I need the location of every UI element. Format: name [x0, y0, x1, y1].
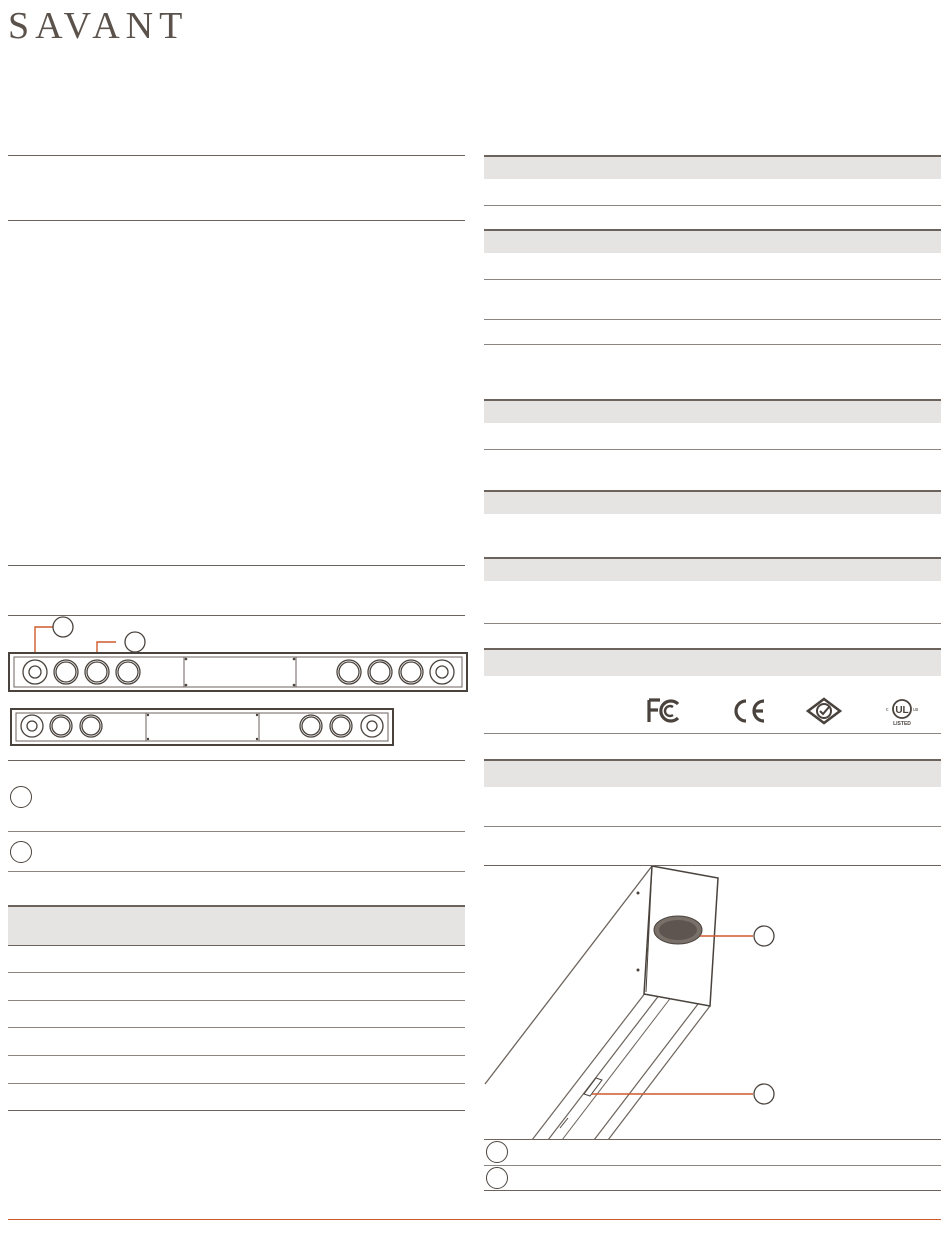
table-row — [8, 945, 465, 946]
right-rule — [484, 1139, 941, 1140]
ce-mark — [730, 699, 768, 723]
table-row — [8, 1055, 465, 1056]
table-row — [8, 972, 465, 973]
right-rule — [484, 279, 941, 280]
right-rule — [484, 733, 941, 734]
right-rule — [484, 826, 941, 827]
svg-text:c: c — [886, 707, 889, 713]
left-rule-7 — [8, 871, 465, 872]
left-table-header — [8, 905, 465, 945]
section-header-band — [484, 648, 941, 676]
right-rule — [484, 205, 941, 206]
callout-marker — [10, 841, 32, 863]
right-rule — [484, 623, 941, 624]
section-header-band — [484, 557, 941, 581]
right-rule — [484, 344, 941, 345]
fcc-mark — [646, 698, 682, 724]
section-header-band — [484, 399, 941, 423]
right-rule — [484, 319, 941, 320]
table-row — [8, 1083, 465, 1084]
certification-marks — [484, 690, 941, 730]
left-rule-1 — [8, 155, 465, 156]
svg-text:UL: UL — [895, 705, 909, 716]
svg-text:us: us — [913, 707, 919, 713]
footer-accent-rule — [8, 1219, 941, 1220]
left-rule-6 — [8, 831, 465, 832]
left-rule-2 — [8, 220, 465, 221]
svg-text:LISTED: LISTED — [893, 721, 911, 727]
right-rule — [484, 1165, 941, 1166]
brand-logo: SAVANT — [8, 5, 189, 47]
right-rule — [484, 1190, 941, 1191]
soundbar-front-diagram-large — [8, 615, 468, 760]
callout-marker — [486, 1167, 508, 1189]
section-header-band — [484, 490, 941, 514]
right-rule — [484, 449, 941, 450]
table-row — [8, 1000, 465, 1001]
table-row — [8, 1027, 465, 1028]
section-header-band — [484, 155, 941, 179]
left-rule-5 — [8, 760, 465, 761]
section-header-band — [484, 229, 941, 253]
callout-marker — [10, 786, 32, 808]
table-row — [8, 1110, 465, 1111]
rcm-mark — [806, 697, 842, 725]
section-header-band — [484, 759, 941, 787]
ul-mark — [882, 697, 922, 727]
callout-marker — [486, 1141, 508, 1163]
left-rule-3 — [8, 565, 465, 566]
soundbar-end-perspective-diagram — [484, 866, 784, 1140]
